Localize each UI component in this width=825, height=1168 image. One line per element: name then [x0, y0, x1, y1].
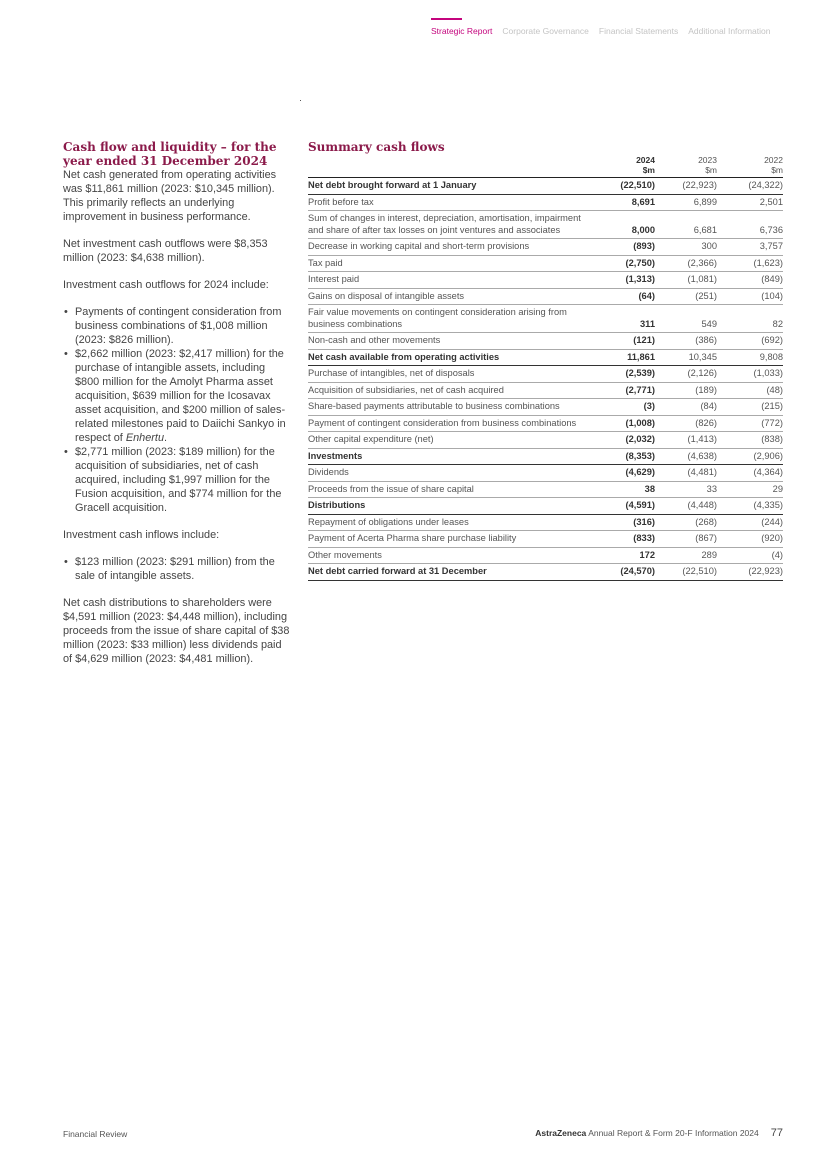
header-unit: $m	[771, 165, 783, 175]
table-row	[308, 255, 783, 272]
table-row	[308, 194, 783, 211]
value-2023: (4,638)	[655, 448, 717, 465]
value-2022: (2,906)	[717, 448, 783, 465]
value-2022: (4,364)	[717, 465, 783, 482]
outflows-list	[63, 305, 291, 515]
nav-financial-statements[interactable]: Financial Statements	[598, 26, 679, 36]
value-2024: 172	[598, 547, 655, 564]
value-2022: (24,322)	[717, 178, 783, 195]
row-label: Fair value movements on contingent consideration arising from business combinations	[308, 305, 598, 333]
row-label: Net debt brought forward at 1 January	[308, 178, 598, 195]
value-2024: (893)	[598, 239, 655, 256]
value-2022: (849)	[717, 272, 783, 289]
value-2023: 6,899	[655, 194, 717, 211]
header-2024	[598, 154, 655, 178]
value-2024: (121)	[598, 333, 655, 350]
value-2022: (4)	[717, 547, 783, 564]
row-label: Sum of changes in interest, depreciation, amortisation, impairment and share of after tax losses on joint ventures and associates	[308, 211, 598, 239]
header-year: 2023	[698, 155, 717, 165]
table-row	[308, 272, 783, 289]
nav-strategic-report[interactable]: Strategic Report	[431, 26, 493, 36]
value-2023: (1,413)	[655, 432, 717, 449]
value-2023: 549	[655, 305, 717, 333]
paragraph-investment-outflows: Net investment cash outflows were $8,353 million (2023: $4,638 million).	[63, 238, 268, 264]
value-2023: 6,681	[655, 211, 717, 239]
table-row	[308, 399, 783, 416]
row-label: Tax paid	[308, 255, 598, 272]
table-body	[308, 178, 783, 581]
value-2022: (692)	[717, 333, 783, 350]
value-2022: 29	[717, 481, 783, 498]
list-item: • Payments of contingent consideration from business combinations of $1,008 million (2023: $826 million).	[63, 305, 291, 347]
value-2024: 38	[598, 481, 655, 498]
table-row	[308, 366, 783, 383]
value-2023: (826)	[655, 415, 717, 432]
row-label: Net cash available from operating activities	[308, 349, 598, 366]
value-2024: (2,750)	[598, 255, 655, 272]
value-2022: (4,335)	[717, 498, 783, 515]
value-2023: (84)	[655, 399, 717, 416]
footer-report-title	[535, 1128, 759, 1138]
list-item-text: $2,662 million (2023: $2,417 million) for the purchase of intangible assets, including $800 million for the Amolyt Pharma asset acquisition, $639 million for the Icosavax asset acquisition, and $200 million of sales-related milestones paid to Daiichi Sankyo in respect of	[75, 348, 286, 444]
table-row	[308, 514, 783, 531]
cash-flow-table	[308, 154, 783, 581]
table-row	[308, 382, 783, 399]
header-unit: $m	[642, 165, 655, 175]
row-label: Investments	[308, 448, 598, 465]
row-label: Proceeds from the issue of share capital	[308, 481, 598, 498]
cash-flow-commentary	[63, 140, 291, 666]
value-2024: 311	[598, 305, 655, 333]
row-label: Repayment of obligations under leases	[308, 514, 598, 531]
table-header-row	[308, 154, 783, 178]
value-2022: (104)	[717, 288, 783, 305]
paragraph-operating-cash: Net cash generated from operating activities was $11,861 million (2023: $10,345 million). This primarily reflects an underlying improvement in business performance.	[63, 169, 277, 223]
row-label: Other capital expenditure (net)	[308, 432, 598, 449]
table-row	[308, 349, 783, 366]
value-2024: (4,591)	[598, 498, 655, 515]
row-label: Decrease in working capital and short-term provisions	[308, 239, 598, 256]
value-2022: (215)	[717, 399, 783, 416]
header-label	[308, 154, 598, 178]
value-2022: (22,923)	[717, 564, 783, 581]
table-row	[308, 239, 783, 256]
value-2022: (1,033)	[717, 366, 783, 383]
table-row	[308, 211, 783, 239]
value-2023: (2,366)	[655, 255, 717, 272]
row-label: Other movements	[308, 547, 598, 564]
table-row	[308, 288, 783, 305]
value-2024: (1,008)	[598, 415, 655, 432]
value-2022: (48)	[717, 382, 783, 399]
row-label: Distributions	[308, 498, 598, 515]
enhertu-text: Enhertu	[125, 432, 165, 444]
value-2024: (833)	[598, 531, 655, 548]
table-row	[308, 305, 783, 333]
table-row	[308, 178, 783, 195]
row-label: Dividends	[308, 465, 598, 482]
value-2024: (2,539)	[598, 366, 655, 383]
stray-dot	[300, 100, 301, 101]
table-row	[308, 531, 783, 548]
commentary-heading: Cash flow and liquidity – for the year ended 31 December 2024	[63, 140, 277, 168]
value-2024: (64)	[598, 288, 655, 305]
value-2024: (8,353)	[598, 448, 655, 465]
footer-report	[535, 1127, 783, 1139]
row-label: Non-cash and other movements	[308, 333, 598, 350]
value-2023: (4,481)	[655, 465, 717, 482]
value-2023: (189)	[655, 382, 717, 399]
value-2023: (386)	[655, 333, 717, 350]
value-2023: 33	[655, 481, 717, 498]
paragraph-distributions: Net cash distributions to shareholders were $4,591 million (2023: $4,448 million), including proceeds from the issue of share capital of $38 million (2023: $33 million) less dividends paid of $4,629 million (2023: $4,481 million).	[63, 597, 290, 665]
nav-corporate-governance[interactable]: Corporate Governance	[502, 26, 589, 36]
value-2023: (22,923)	[655, 178, 717, 195]
inflows-list	[63, 555, 291, 583]
value-2022: (1,623)	[717, 255, 783, 272]
page-number: 77	[770, 1127, 783, 1139]
value-2023: 10,345	[655, 349, 717, 366]
table-row	[308, 448, 783, 465]
table-title: Summary cash flows	[308, 140, 445, 154]
table-row	[308, 498, 783, 515]
value-2022: 3,757	[717, 239, 783, 256]
value-2024: (2,771)	[598, 382, 655, 399]
value-2022: (772)	[717, 415, 783, 432]
value-2024: (316)	[598, 514, 655, 531]
value-2024: 8,691	[598, 194, 655, 211]
value-2022: 2,501	[717, 194, 783, 211]
list-item: • $2,771 million (2023: $189 million) for the acquisition of subsidiaries, net of cash acquired, including $1,997 million for the Fusion acquisition, and $774 million for the Gracell acquisition.	[63, 445, 291, 515]
paragraph-inflows-intro: Investment cash inflows include:	[63, 529, 220, 541]
value-2022: (838)	[717, 432, 783, 449]
value-2022: 9,808	[717, 349, 783, 366]
value-2024: 8,000	[598, 211, 655, 239]
header-unit: $m	[705, 165, 717, 175]
value-2024: 11,861	[598, 349, 655, 366]
list-item: • $2,662 million (2023: $2,417 million) for the purchase of intangible assets, including $800 million for the Amolyt Pharma asset acquisition, $639 million for the Icosavax asset acquisition, and $200 million of sales-related milestones paid to Daiichi Sankyo in respect of Enhertu.	[63, 347, 291, 445]
row-label: Net debt carried forward at 31 December	[308, 564, 598, 581]
table-row	[308, 547, 783, 564]
report-name: Annual Report & Form 20-F Information 2024	[588, 1128, 759, 1138]
table-row	[308, 333, 783, 350]
table-row	[308, 415, 783, 432]
value-2022: 82	[717, 305, 783, 333]
row-label: Interest paid	[308, 272, 598, 289]
header-year: 2022	[764, 155, 783, 165]
value-2023: (268)	[655, 514, 717, 531]
value-2022: (244)	[717, 514, 783, 531]
value-2023: 289	[655, 547, 717, 564]
header-2023	[655, 154, 717, 178]
value-2024: (24,570)	[598, 564, 655, 581]
summary-cash-flows	[308, 140, 783, 581]
value-2024: (3)	[598, 399, 655, 416]
header-year: 2024	[636, 155, 655, 165]
header-2022	[717, 154, 783, 178]
row-label: Purchase of intangibles, net of disposals	[308, 366, 598, 383]
top-navigation	[431, 26, 770, 36]
value-2023: (22,510)	[655, 564, 717, 581]
list-item: • $123 million (2023: $291 million) from the sale of intangible assets.	[63, 555, 291, 583]
value-2023: (4,448)	[655, 498, 717, 515]
value-2024: (22,510)	[598, 178, 655, 195]
row-label: Share-based payments attributable to business combinations	[308, 399, 598, 416]
table-row	[308, 465, 783, 482]
value-2023: (251)	[655, 288, 717, 305]
value-2022: (920)	[717, 531, 783, 548]
table-row	[308, 564, 783, 581]
row-label: Payment of Acerta Pharma share purchase liability	[308, 531, 598, 548]
nav-additional-information[interactable]: Additional Information	[688, 26, 771, 36]
brand-name: AstraZeneca	[535, 1128, 587, 1138]
value-2023: (1,081)	[655, 272, 717, 289]
row-label: Payment of contingent consideration from business combinations	[308, 415, 598, 432]
value-2024: (4,629)	[598, 465, 655, 482]
value-2023: (2,126)	[655, 366, 717, 383]
value-2023: (867)	[655, 531, 717, 548]
value-2024: (2,032)	[598, 432, 655, 449]
row-label: Gains on disposal of intangible assets	[308, 288, 598, 305]
table-row	[308, 481, 783, 498]
value-2023: 300	[655, 239, 717, 256]
value-2024: (1,313)	[598, 272, 655, 289]
paragraph-outflows-intro: Investment cash outflows for 2024 include:	[63, 279, 269, 291]
footer-section: Financial Review	[63, 1129, 128, 1139]
table-row	[308, 432, 783, 449]
value-2022: 6,736	[717, 211, 783, 239]
row-label: Profit before tax	[308, 194, 598, 211]
row-label: Acquisition of subsidiaries, net of cash acquired	[308, 382, 598, 399]
